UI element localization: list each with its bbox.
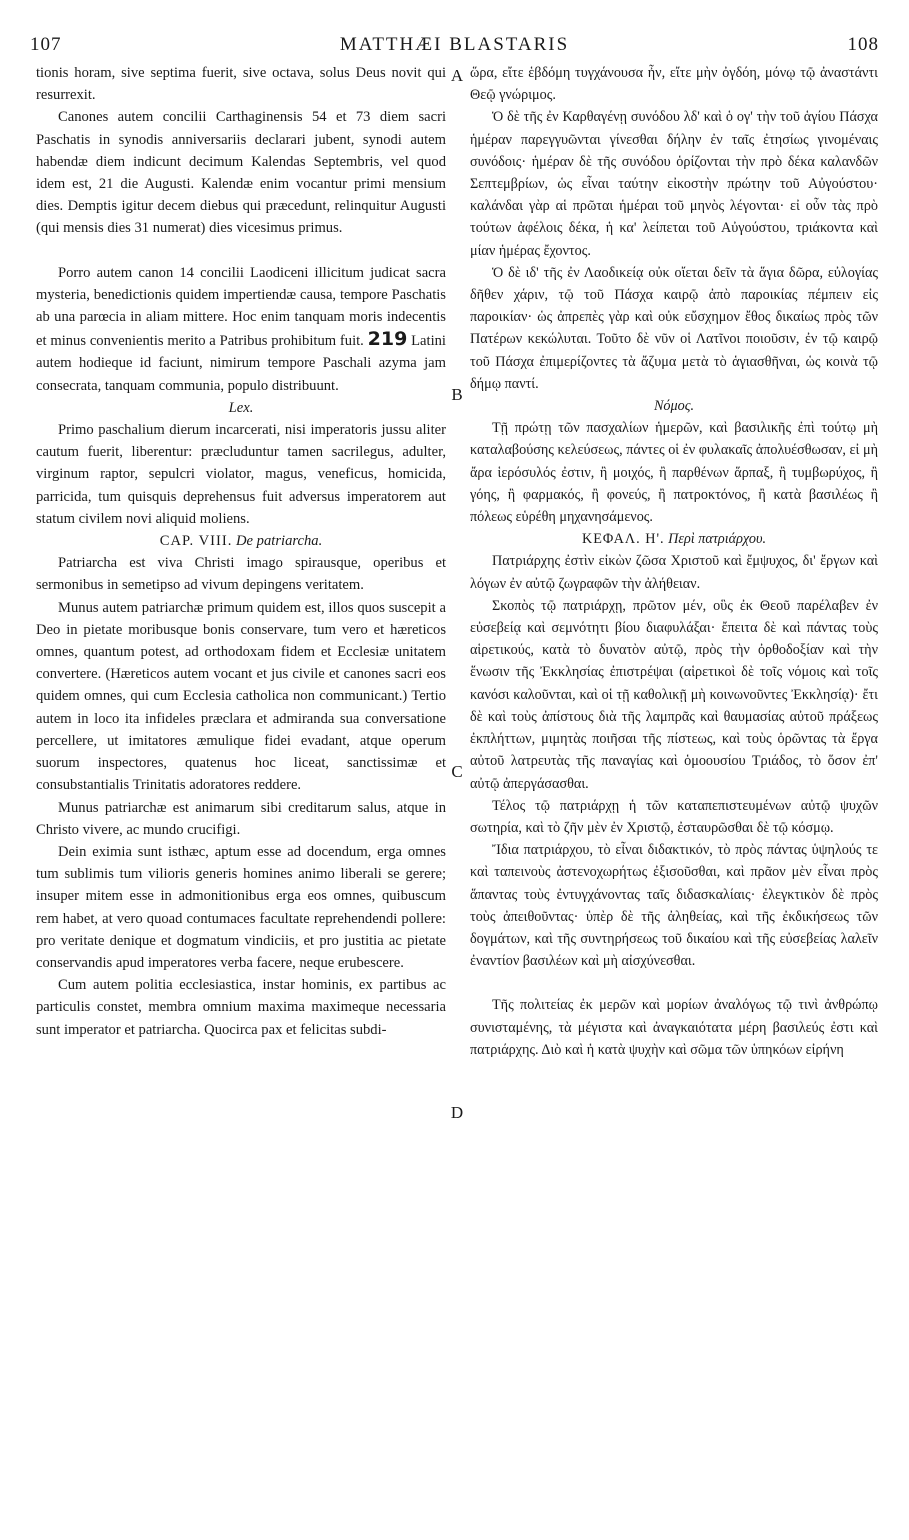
greek-paragraph: Ὁ δὲ τῆς ἐν Καρθαγένῃ συνόδου λδ' καὶ ὁ ογ' τὴν τοῦ ἁγίου Πάσχα ἡμέραν παρεγγυῶνται γίνεσθαι δήλην ἐν ταῖς ἐτησίως γινομέναις συνόδοις· ἡμέραν δὲ τῆς συνόδου ὁρίζονται τὴν πρὸ δέκα καλανδῶν Σεπτεμβρίων, ὡς εἶναι ταύτην εἰκοστὴν πρώτην τοῦ Αὐγούστου· καλάνδαι γὰρ αἱ πρῶται ἡμέραι τοῦ μηνὸς λέγονται· εἰ οὖν τὰς πρὸ τούτων ἀφέλοις δέκα, ἡ κα' λείπεται τοῦ Αὐγούστου, τριάκοντα καὶ μίαν ἡμέρας ἔχοντος. bbox=[470, 109, 878, 259]
latin-paragraph: Munus autem patriarchæ primum quidem est, illos quos suscepit a Deo in pietate moribusque bonis conservare, tum vero et hæreticos omnes, quantum potest, ad orthodoxam fidem et Ecclesiæ unitatem convertere. (Hæreticos autem vocant et jus civile et canones sacri eos quidem omnes, qui cum Ecclesia catholica non communicant.) Tertio autem in loco ita infideles præclara et admiranda sua conversatione percellere, ut imitatores æmulique fidei evadant, atque operum suorum inspectores, quatenus hoc liceat, sanctissimæ et consubstantialis Trinitatis adoratores reddere. bbox=[36, 599, 446, 794]
margin-letter-a: A bbox=[450, 66, 464, 85]
chapter-title-greek: Περὶ πατριάρχου. bbox=[668, 531, 766, 548]
latin-paragraph: Primo paschalium dierum incarcerati, nisi imperatoris jussu aliter cautum fuerit, liberentur: præcluduntur tamen sacrilegus, adulter, virginum raptor, sepulcri violator, magus, veneficus, homicida, parricida, tum quisquis deprehensus fuit adversus imperatorem aut statum civilem novi aliquid moliens. bbox=[36, 422, 446, 527]
latin-text: Porro autem canon 14 concilii Laodiceni illicitum judicat sacra mysteria, benedictionis quidem impertiendæ causa, tempore Paschatis ab una parœcia in aliam mittere. Hoc enim tanquam moris indecentis et minus convenientis merito a Patribus prohibitum fuit. bbox=[36, 264, 446, 350]
latin-paragraph: tionis horam, sive septima fuerit, sive octava, solus Deus novit qui resurrexit. bbox=[36, 65, 446, 104]
greek-paragraph: Τέλος τῷ πατριάρχῃ ἡ τῶν καταπεπιστευμένων αὐτῷ ψυχῶν σωτηρία, καὶ τὸ ζῆν μὲν ἐν Χριστῷ, ἐσταυρῶσθαι δὲ τῷ κόσμῳ. bbox=[470, 797, 878, 836]
greek-paragraph: ὥρα, εἴτε ἑβδόμη τυγχάνουσα ἦν, εἴτε μὴν ὀγδόη, μόνῳ τῷ ἀναστάντι Θεῷ γνώριμος. bbox=[470, 65, 878, 104]
greek-paragraph: Ὁ δὲ ιδ' τῆς ἐν Λαοδικείᾳ οὐκ οἴεται δεῖν τὰ ἅγια δῶρα, εὐλογίας δῆθεν χάριν, τῷ τοῦ Πάσχα καιρῷ ἀπὸ παροικίας πέμπειν εἰς παροικίαν· ὡς ἀπρεπὲς γὰρ καὶ οὐκ εὔσχημον ἔθος δικαίως πρὸς τῶν Πατέρων κεκώλυται. Τοῦτο δὲ νῦν οἱ Λατῖνοι ποιοῦσιν, ἐν τῷ καιρῷ τοῦ Πάσχα ἐπιμερίζοντες τὰ ἄζυμα μετὰ τὸ ἁγιασθῆναι, ὡς κοινὰ τῷ δήμῳ παντί. bbox=[470, 264, 878, 392]
page-marker-number: 219 bbox=[367, 328, 408, 351]
chapter-title: De patriarcha. bbox=[236, 533, 323, 550]
page-number-left: 107 bbox=[30, 34, 62, 55]
running-title: MATTHÆI BLASTARIS bbox=[339, 34, 570, 55]
latin-paragraph: Cum autem politia ecclesiastica, instar hominis, ex partibus ac particulis constet, membra omnium maxima maximeque necessaria sunt imperator et patriarcha. Quocirca pax et felicitas subdi- bbox=[36, 977, 446, 1038]
section-heading-nomos: Νόμος. bbox=[653, 398, 695, 415]
latin-text: Latini autem hodieque id faciunt, nimirum tempore Paschali azyma jam consecrata, tanquam communia, populo distribuunt. bbox=[36, 333, 446, 394]
chapter-label: CAP. VIII. bbox=[159, 533, 233, 550]
latin-paragraph bbox=[36, 262, 446, 397]
running-header bbox=[30, 34, 879, 58]
latin-column bbox=[36, 62, 446, 1041]
chapter-label-greek: ΚΕΦΑΛ. Η'. bbox=[581, 531, 665, 548]
section-heading-lex: Lex. bbox=[228, 399, 254, 416]
margin-letter-d: D bbox=[450, 1103, 464, 1122]
latin-paragraph: Patriarcha est viva Christi imago spirausque, operibus et sermonibus in semetipso ad vivum depingens veritatem. bbox=[36, 555, 446, 594]
latin-paragraph: Munus patriarchæ est animarum sibi creditarum salus, atque in Christo vivere, ac mundo crucifigi. bbox=[36, 799, 446, 838]
margin-letter-b: B bbox=[451, 385, 463, 404]
greek-paragraph: Τῆς πολιτείας ἐκ μερῶν καὶ μορίων ἀναλόγως τῷ τινὶ ἀνθρώπῳ συνισταμένης, τὰ μέγιστα καὶ ἀναγκαιότατα μέρη βασιλεύς ἐστι καὶ πατριάρχης. Διὸ καὶ ἡ κατὰ ψυχὴν καὶ σῶμα τῶν ὑπηκόων εἰρήνη bbox=[470, 997, 878, 1058]
latin-paragraph: Canones autem concilii Carthaginensis 54 et 73 diem sacri Paschatis in synodis anniversariis declarari jubent, synodi autem habendæ diem indicunt decimum Kalendas Septembris, vel quod idem est, 21 die Augusti. Kalendæ enim vocantur primi mensium dies. Demptis igitur decem diebus qui præcedunt, relinquitur Augusti (qui mensis dies 31 numerat) dies vicesimus primus. bbox=[36, 109, 446, 237]
margin-letter-c: C bbox=[451, 762, 463, 781]
greek-paragraph: Τῇ πρώτῃ τῶν πασχαλίων ἡμερῶν, καὶ βασιλικῆς ἐπὶ τούτῳ μὴ καταλαβούσης κελεύσεως, πάντες οἱ ἐν φυλακαῖς ἀπολυέσθωσαν, εἰ μὴ ἄρα ἱερόσυλός ἐστιν, ἢ μοιχός, ἢ παρθένων ἅρπαξ, ἢ τυμβωρύχος, ἢ γόης, ἢ φαρμακός, ἢ φονεύς, ἢ πατροκτόνος, ἢ κατὰ βασιλέως ἢ πόλεως εὑρέθη μηχανησάμενος. bbox=[470, 420, 878, 526]
latin-paragraph: Dein eximia sunt isthæc, aptum esse ad docendum, erga omnes tum sublimis tum vilioris generis homines animo liberali se gerere; insuper mitem esse in admonitionibus erga eos omnes, quibuscum rem habet, at vero quoad contumaces facultate reprehendendi pollere: pro veritate denique et dogmatum vindiciis, et pro justitia ac pietate conservandis apud imperatores verba facere, neque erubescere. bbox=[36, 843, 446, 971]
greek-paragraph: Σκοπὸς τῷ πατριάρχῃ, πρῶτον μέν, οὓς ἐκ Θεοῦ παρέλαβεν ἐν εὐσεβείᾳ καὶ σεμνότητι βίου διαφυλάξαι· ἔπειτα δὲ καὶ πάντας τοὺς αἱρετικούς, κατὰ τὸ δυνατὸν αὐτῷ, πρὸς τὴν ὀρθοδοξίαν καὶ τὴν ἕνωσιν τῆς Ἐκκλησίας ἐπιστρέψαι (αἱρετικοὶ δὲ τοῖς νόμοις καὶ τοῖς κανόσι καλοῦνται, καὶ οἱ τῇ καθολικῇ μὴ κοινωνοῦντες Ἐκκλησίᾳ)· ἔτι δὲ καὶ τοὺς ἀπίστους διὰ τῆς λαμπρᾶς καὶ θαυμασίας αὐτοῦ πράξεως ἐκπλήττων, μιμητὰς ποιῆσαι τῆς πίστεως, καὶ τοὺς ὁρῶντας τὰ ἔργα αὐτοῦ λατρευτὰς τῆς παναγίας καὶ ὁμοουσίου Τριάδος, τὸ ὅσον ἐπ' αὐτῷ ἀπεργάσασθαι. bbox=[470, 597, 878, 792]
chapter-heading bbox=[36, 530, 446, 552]
greek-paragraph: Ἴδια πατριάρχου, τὸ εἶναι διδακτικόν, τὸ πρὸς πάντας ὑψηλούς τε καὶ ταπεινοὺς ἀστενοχωρήτως ἐξισοῦσθαι, καὶ πρᾶον μὲν εἶναι πρὸς ἅπαντας τοὺς ἐντυγχάνοντας ταῖς διδασκαλίαις· ἐλεγκτικὸν δὲ πρὸς τοὺς ἀπειθοῦντας· ὑπὲρ δὲ τῆς ἀληθείας, καὶ τῆς ἐκδικήσεως τῶν δογμάτων, καὶ τῆς συντηρήσεως τοῦ δικαίου καὶ τῆς εὐσεβείας λαλεῖν ἐναντίον βασιλέων καὶ μὴ αἰσχύνεσθαι. bbox=[470, 842, 878, 970]
chapter-heading-greek bbox=[470, 528, 878, 550]
greek-paragraph: Πατριάρχης ἐστὶν εἰκὼν ζῶσα Χριστοῦ καὶ ἔμψυχος, δι' ἔργων καὶ λόγων ἐν αὐτῷ ζωγραφῶν τὴν ἀλήθειαν. bbox=[470, 553, 878, 592]
page-number-right: 108 bbox=[847, 34, 879, 55]
greek-column bbox=[470, 62, 878, 1061]
